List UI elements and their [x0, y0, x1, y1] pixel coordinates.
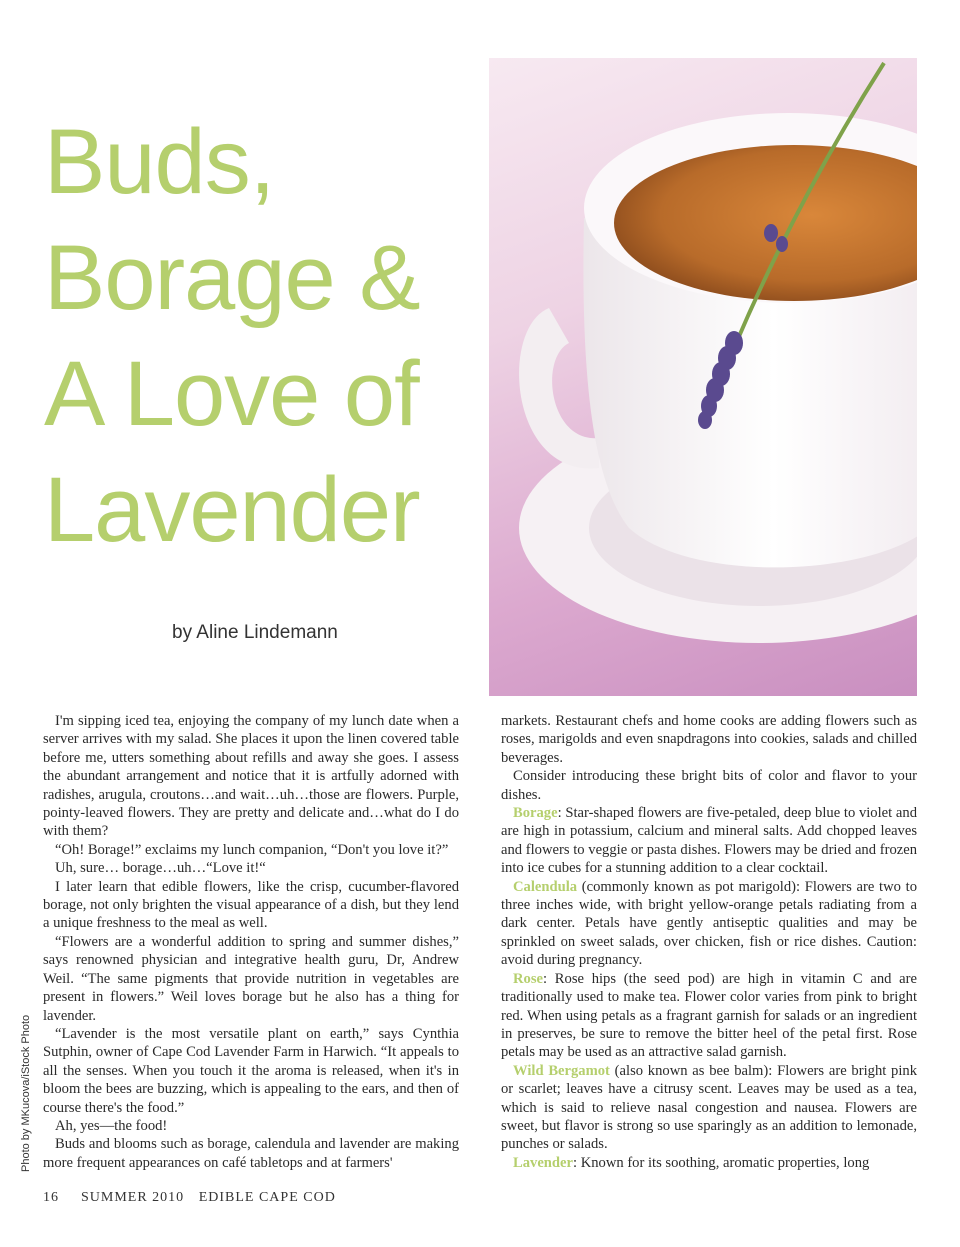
byline: by Aline Lindemann [172, 622, 338, 643]
paragraph: Buds and blooms such as borage, calendula and lavender are making more frequent appearances on café tabletops and at farmers' [43, 1136, 459, 1171]
paragraph: Consider introducing these bright bits of color and flavor to your dishes. [501, 768, 917, 803]
flower-description: : Known for its soothing, aromatic properties, long [573, 1154, 870, 1171]
flower-description: (also known as bee balm): Flowers are bright pink or scarlet; leaves have a citrusy scent. Leaves may be used as a tea, which is said to relieve nasal congestion and nausea. Flowers are sweet, but flavor is strong so use sparingly as an addition to lemonade, punches or salads. [501, 1062, 917, 1153]
title-line: Borage & [44, 227, 420, 329]
flower-entry [501, 878, 917, 970]
paragraph: “Oh! Borage!” exclaims my lunch companion, “Don't you love it?” [55, 841, 449, 858]
flower-name: Calendula [513, 878, 578, 895]
paragraph: I'm sipping iced tea, enjoying the company of my lunch date when a server arrives with my salad. She places it upon the linen covered table before me, utters something about refills and away she goes. I assess the abundant arrangement and notice that it is artfully adorned with radishes, arugula, croutons…and wait…uh…those are flowers. Purple, pointy-leaved flowers. They are pretty and delicate and…what do I do with them? [43, 713, 459, 840]
flower-description: : Star-shaped flowers are five-petaled, deep blue to violet and are high in potassium, calcium and mineral salts. Add chopped leaves and flowers to veggie or pasta dishes. Flowers may be dried and frozen into ice cubes for a stunning addition to a clear cocktail. [501, 805, 917, 877]
article-column-right [501, 712, 917, 1172]
paragraph: Ah, yes—the food! [55, 1117, 168, 1134]
tea-cup-photo [489, 58, 917, 696]
tea-cup-illustration [489, 58, 917, 696]
flower-description: : Rose hips (the seed pod) are high in vitamin C and are traditionally used to make tea. Flower color varies from pink to bright red. When using petals as a fragrant garnish for salads or an ingredient in preserves, be sure to remove the bitter heel of the petal first. Rose petals may be used as an attractive salad garnish. [501, 970, 917, 1061]
flower-name: Lavender [513, 1154, 573, 1171]
flower-name: Wild Bergamot [513, 1062, 610, 1079]
paragraph: “Flowers are a wonderful addition to spring and summer dishes,” says renowned physician and integrative health guru, Dr, Andrew Weil. “The same pigments that provide nutrition in vegetables are present in flowers.” Weil loves borage but he also has a thing for lavender. [43, 933, 459, 1024]
article-title [44, 104, 484, 568]
paragraph: markets. Restaurant chefs and home cooks are adding flowers such as roses, marigolds and even snapdragons into cookies, salads and chilled beverages. [501, 713, 917, 766]
flower-entry [501, 970, 917, 1062]
article-column-left [43, 712, 459, 1172]
paragraph: I later learn that edible flowers, like the crisp, cucumber-flavored borage, not only brighten the visual appearance of a dish, but they lend a unique freshness to the meal as well. [43, 878, 459, 932]
flower-name: Borage [513, 805, 558, 822]
issue-date: SUMMER 2010 [81, 1190, 185, 1205]
flower-entry [501, 1062, 917, 1154]
page-footer [43, 1190, 336, 1206]
publication-name: EDIBLE CAPE COD [198, 1190, 336, 1205]
flower-entry [501, 1154, 917, 1172]
title-line: Lavender [44, 459, 420, 561]
title-line: A Love of [44, 343, 419, 445]
title-line: Buds, [44, 111, 275, 213]
paragraph: Uh, sure… borage…uh…“Love it!“ [55, 860, 266, 877]
photo-credit: Photo by MKucova/iStock Photo [20, 1014, 32, 1172]
flower-name: Rose [513, 970, 543, 987]
flower-description: (commonly known as pot marigold): Flowers are two to three inches wide, with bright yellow-orange petals radiating from a dark center. Petals have gently antiseptic qualities and may be sprinkled on sweet salads, over chicken, fish or rice dishes. Caution: avoid during pregnancy. [501, 878, 917, 969]
page-number: 16 [43, 1190, 59, 1205]
flower-entry [501, 804, 917, 878]
paragraph: “Lavender is the most versatile plant on earth,” says Cynthia Sutphin, owner of Cape Cod Lavender Farm in Harwich. “It appeals to all the senses. When you touch it the aroma is released, when it's in bloom the bees are buzzing, which is appealing to the ears, and then of course there's the food.” [43, 1025, 459, 1116]
